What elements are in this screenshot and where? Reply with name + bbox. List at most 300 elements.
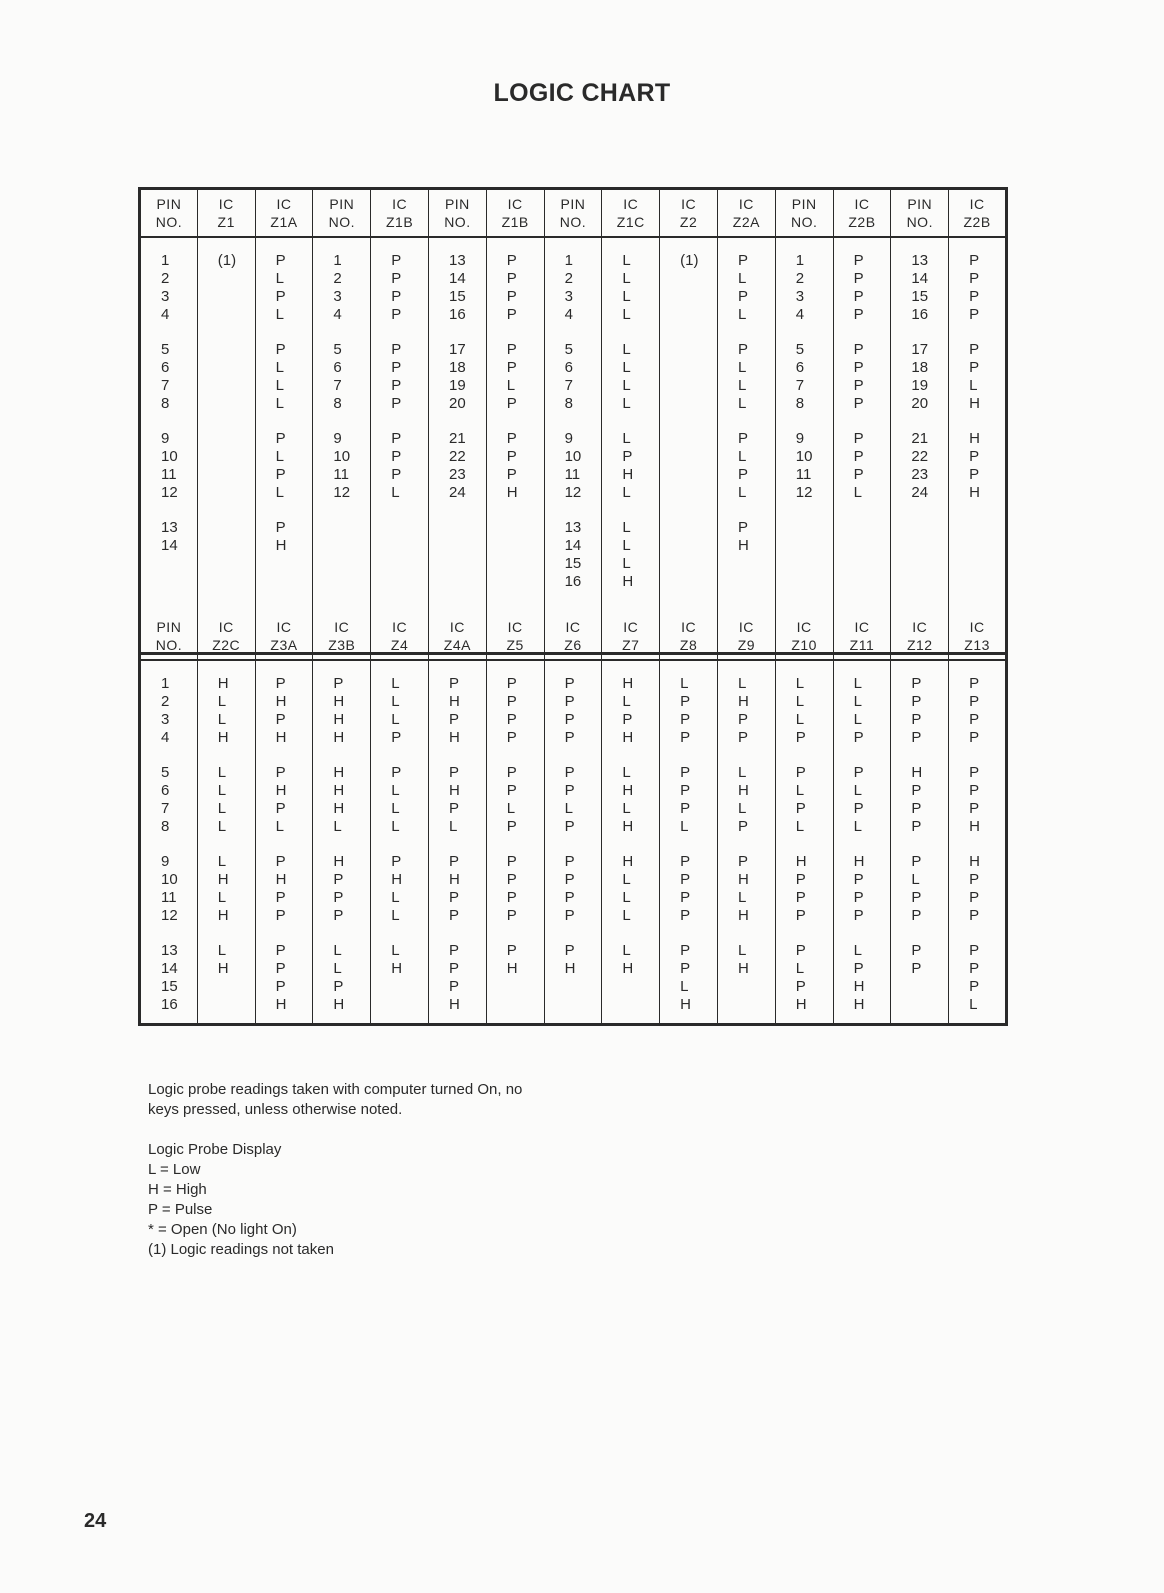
table-cell: P xyxy=(391,466,402,483)
column-header xyxy=(140,613,198,660)
table-cell: L xyxy=(275,377,284,394)
table-cell: L xyxy=(795,711,805,728)
table-cell: 6 xyxy=(161,359,170,376)
table-cell: P xyxy=(969,693,980,710)
table-cell: P xyxy=(680,889,691,906)
table-cell: L xyxy=(737,942,747,959)
table-cell: 20 xyxy=(911,395,929,412)
table-cell: P xyxy=(969,288,980,305)
table-cell: P xyxy=(853,395,864,412)
table-cell: P xyxy=(275,764,286,781)
table-cell: P xyxy=(564,764,575,781)
column-header-line: PIN xyxy=(156,619,182,635)
group-spacer xyxy=(738,502,775,519)
table-cell: L xyxy=(737,800,747,817)
table-cell: H xyxy=(969,484,980,501)
table-column xyxy=(660,237,718,654)
table-cell: P xyxy=(506,359,517,376)
table-cell: H xyxy=(506,960,518,977)
table-cell: L xyxy=(217,818,227,835)
table-cell: L xyxy=(622,907,631,924)
group-spacer xyxy=(738,747,775,764)
table-cell: L xyxy=(391,711,400,728)
table-cell: 5 xyxy=(161,341,170,358)
column-header-line: Z6 xyxy=(564,637,582,653)
column-header-line: NO. xyxy=(155,637,183,653)
table-cell: P xyxy=(506,675,517,692)
table-cell: 2 xyxy=(795,270,805,287)
group-spacer xyxy=(738,413,775,430)
column-header xyxy=(891,189,949,238)
column-header-line: IC xyxy=(796,619,812,635)
table-cell: L xyxy=(448,818,458,835)
table-column xyxy=(428,660,486,1025)
group-spacer xyxy=(796,747,833,764)
table-cell: P xyxy=(564,782,575,799)
table-cell: 24 xyxy=(448,484,466,501)
table-cell: 2 xyxy=(564,270,573,287)
legend-item: L = Low xyxy=(148,1161,201,1178)
table-cell: L xyxy=(737,448,747,465)
table-cell: L xyxy=(391,484,400,501)
table-cell: L xyxy=(622,270,631,287)
legend-item: * = Open (No light On) xyxy=(148,1221,297,1238)
table-cell: P xyxy=(391,252,402,269)
table-cell: 5 xyxy=(564,341,573,358)
table-cell: 11 xyxy=(795,466,812,483)
table-cell: 2 xyxy=(333,270,342,287)
table-cell: P xyxy=(506,818,517,835)
column-header xyxy=(544,613,602,660)
table-cell: H xyxy=(448,782,460,799)
table-cell: 16 xyxy=(911,306,929,323)
column-header-line: IC xyxy=(912,619,928,635)
column-header xyxy=(833,613,891,660)
table-cell: L xyxy=(680,818,689,835)
column-header-line: Z1 xyxy=(217,214,235,230)
group-spacer xyxy=(911,413,948,430)
table-cell: 2 xyxy=(161,270,170,287)
page-number: 24 xyxy=(84,1510,107,1532)
table-cell: P xyxy=(795,800,806,817)
column-header-line: PIN xyxy=(444,196,470,212)
column-header xyxy=(255,189,313,238)
table-column xyxy=(717,237,775,654)
table-cell: L xyxy=(391,942,400,959)
table-cell: L xyxy=(737,395,747,412)
group-spacer xyxy=(161,836,197,853)
table-cell: P xyxy=(275,907,286,924)
table-cell: P xyxy=(969,889,980,906)
table-cell: P xyxy=(564,729,575,746)
table-cell: H xyxy=(333,711,345,728)
table-cell: H xyxy=(448,729,460,746)
table-cell: L xyxy=(391,675,400,692)
table-cell: P xyxy=(853,448,864,465)
table-cell: 11 xyxy=(161,466,177,483)
column-header-line: Z12 xyxy=(906,637,933,653)
column-header-line: IC xyxy=(218,196,234,212)
table-cell: H xyxy=(622,675,634,692)
table-cell: P xyxy=(737,519,748,536)
column-header-line: IC xyxy=(854,619,870,635)
group-spacer xyxy=(969,324,1005,341)
table-cell: P xyxy=(911,711,922,728)
table-cell: H xyxy=(737,782,749,799)
table-cell: P xyxy=(853,288,864,305)
group-spacer xyxy=(911,324,948,341)
table-cell: P xyxy=(506,942,517,959)
table-cell: P xyxy=(680,693,691,710)
table-cell: P xyxy=(506,711,517,728)
table-cell: 4 xyxy=(161,306,170,323)
table-column xyxy=(833,237,891,654)
table-cell: P xyxy=(333,871,344,888)
group-spacer xyxy=(161,413,197,430)
group-spacer xyxy=(969,925,1005,942)
table-cell: P xyxy=(853,270,864,287)
column-header xyxy=(660,613,718,660)
column-header xyxy=(140,189,198,238)
column-header xyxy=(833,189,891,238)
group-spacer xyxy=(969,747,1005,764)
table-cell: H xyxy=(911,764,923,781)
column-header-line: NO. xyxy=(559,214,587,230)
table-cell: H xyxy=(275,782,287,799)
group-spacer xyxy=(507,413,544,430)
table-cell: P xyxy=(680,800,691,817)
table-cell: 22 xyxy=(448,448,466,465)
table-cell: P xyxy=(737,466,748,483)
table-cell: L xyxy=(853,484,862,501)
table-cell: P xyxy=(911,907,922,924)
group-spacer xyxy=(276,836,313,853)
table-cell: H xyxy=(275,996,287,1013)
group-spacer xyxy=(796,925,833,942)
table-cell: P xyxy=(564,818,575,835)
table-cell: 21 xyxy=(911,430,929,447)
table-column xyxy=(140,660,198,1025)
table-cell: P xyxy=(391,448,402,465)
group-spacer xyxy=(969,413,1005,430)
group-spacer xyxy=(680,925,717,942)
table-cell: 9 xyxy=(564,430,573,447)
logic-table-top xyxy=(138,187,1008,655)
table-cell: P xyxy=(911,693,922,710)
table-cell: P xyxy=(680,942,691,959)
table-cell: H xyxy=(333,782,345,799)
table-cell: P xyxy=(853,800,864,817)
table-cell: H xyxy=(737,871,749,888)
column-header xyxy=(313,613,371,660)
group-spacer xyxy=(796,836,833,853)
table-cell: P xyxy=(969,711,980,728)
table-cell: P xyxy=(737,853,748,870)
column-header-line: Z1A xyxy=(270,214,298,230)
table-cell: 7 xyxy=(564,377,573,394)
column-header-line: Z2B xyxy=(963,214,991,230)
column-header-line: Z2B xyxy=(848,214,876,230)
table-cell: P xyxy=(275,252,286,269)
table-cell: L xyxy=(622,288,631,305)
table-cell: 7 xyxy=(333,377,342,394)
table-cell: L xyxy=(391,800,400,817)
table-cell: P xyxy=(564,853,575,870)
table-cell: P xyxy=(737,430,748,447)
table-cell: P xyxy=(969,764,980,781)
column-header xyxy=(255,613,313,660)
column-header-line: IC xyxy=(392,619,408,635)
table-cell: P xyxy=(622,711,633,728)
table-cell: H xyxy=(795,853,807,870)
table-cell: P xyxy=(506,430,517,447)
table-cell: P xyxy=(391,306,402,323)
group-spacer xyxy=(911,747,948,764)
table-cell: H xyxy=(448,996,460,1013)
table-cell: P xyxy=(275,711,286,728)
column-header-line: IC xyxy=(969,619,985,635)
group-spacer xyxy=(738,925,775,942)
table-cell: 7 xyxy=(161,800,170,817)
column-header-line: IC xyxy=(738,196,754,212)
column-header-line: Z4 xyxy=(390,637,409,653)
table-cell: 5 xyxy=(795,341,805,358)
table-cell: L xyxy=(217,711,227,728)
group-spacer xyxy=(333,324,370,341)
table-cell: L xyxy=(622,377,631,394)
table-cell: L xyxy=(622,871,631,888)
table-cell: P xyxy=(680,871,691,888)
table-cell: 11 xyxy=(564,466,581,483)
table-cell: L xyxy=(622,430,631,447)
table-cell: H xyxy=(333,996,345,1013)
group-spacer xyxy=(854,324,891,341)
table-cell: 8 xyxy=(564,395,573,412)
notes-intro xyxy=(148,1080,522,1120)
table-cell: 3 xyxy=(564,288,573,305)
column-header-line: Z1B xyxy=(385,214,414,230)
table-cell: L xyxy=(622,519,631,536)
table-cell: L xyxy=(737,484,747,501)
table-cell: P xyxy=(275,978,286,995)
column-header xyxy=(313,189,371,238)
table-cell: L xyxy=(275,306,284,323)
group-spacer xyxy=(449,925,486,942)
table-header-row xyxy=(140,189,1007,238)
table-cell: 13 xyxy=(564,519,582,536)
table-cell: P xyxy=(275,341,286,358)
group-spacer xyxy=(449,747,486,764)
table-column xyxy=(602,237,660,654)
table-column xyxy=(544,237,602,654)
group-spacer xyxy=(218,747,255,764)
table-cell: L xyxy=(737,764,747,781)
table-cell: 14 xyxy=(564,537,582,554)
table-cell: P xyxy=(969,252,980,269)
table-cell: H xyxy=(622,960,634,977)
table-cell: P xyxy=(969,942,980,959)
table-cell: H xyxy=(853,996,865,1013)
table-header-row xyxy=(140,613,1007,660)
table-cell: P xyxy=(853,359,864,376)
table-column xyxy=(949,660,1007,1025)
table-cell: 9 xyxy=(795,430,805,447)
table-cell: H xyxy=(622,466,634,483)
table-cell: 12 xyxy=(564,484,582,501)
table-cell: P xyxy=(275,960,286,977)
group-spacer xyxy=(622,925,659,942)
table-cell: 12 xyxy=(333,484,351,501)
table-cell: P xyxy=(737,252,748,269)
table-cell: P xyxy=(448,711,459,728)
group-spacer xyxy=(565,324,602,341)
group-spacer xyxy=(218,925,255,942)
table-cell: H xyxy=(969,853,980,870)
group-spacer xyxy=(449,413,486,430)
column-header-line: Z13 xyxy=(964,637,990,653)
table-cell: 5 xyxy=(161,764,170,781)
table-cell: L xyxy=(622,555,631,572)
table-cell: P xyxy=(391,377,402,394)
table-cell: P xyxy=(564,871,575,888)
column-header-line: NO. xyxy=(155,214,183,230)
table-cell: 8 xyxy=(795,395,805,412)
table-cell: 1 xyxy=(161,252,170,269)
table-cell: H xyxy=(737,693,749,710)
table-cell: P xyxy=(506,288,517,305)
table-cell: P xyxy=(275,889,286,906)
column-header-line: PIN xyxy=(791,196,817,212)
table-cell: L xyxy=(622,341,631,358)
column-header-line: Z4A xyxy=(443,637,471,653)
table-cell: L xyxy=(622,764,631,781)
table-cell: P xyxy=(275,675,286,692)
table-cell: H xyxy=(622,729,634,746)
table-cell: L xyxy=(564,800,573,817)
table-cell: L xyxy=(853,675,862,692)
table-cell: P xyxy=(506,693,517,710)
table-cell: L xyxy=(622,306,631,323)
table-cell: H xyxy=(622,818,634,835)
table-cell: P xyxy=(448,675,459,692)
table-cell: H xyxy=(333,800,345,817)
table-cell: 16 xyxy=(448,306,466,323)
table-cell: P xyxy=(564,693,575,710)
table-cell: P xyxy=(275,519,286,536)
table-cell: P xyxy=(275,288,286,305)
table-cell: 6 xyxy=(333,359,342,376)
table-cell: 16 xyxy=(564,573,582,590)
table-cell: L xyxy=(217,693,227,710)
group-spacer xyxy=(565,747,602,764)
table-column xyxy=(486,237,544,654)
table-cell: H xyxy=(275,693,287,710)
group-spacer xyxy=(738,324,775,341)
group-spacer xyxy=(507,324,544,341)
table-cell: H xyxy=(217,960,229,977)
group-spacer xyxy=(738,836,775,853)
table-cell: L xyxy=(275,484,284,501)
table-cell: 1 xyxy=(161,675,170,692)
table-cell: L xyxy=(680,675,689,692)
table-cell: L xyxy=(391,889,400,906)
table-cell: P xyxy=(795,942,806,959)
column-header-line: Z1C xyxy=(616,214,645,230)
column-header-line: PIN xyxy=(907,196,933,212)
group-spacer xyxy=(161,502,197,519)
table-cell: P xyxy=(853,907,864,924)
column-header-line: NO. xyxy=(790,214,818,230)
table-column xyxy=(949,237,1007,654)
table-cell: P xyxy=(506,395,517,412)
table-cell: 17 xyxy=(911,341,929,358)
table-cell: P xyxy=(853,306,864,323)
table-column xyxy=(371,660,429,1025)
column-header xyxy=(486,189,544,238)
table-cell: L xyxy=(622,359,631,376)
table-cell: P xyxy=(275,466,286,483)
column-header-line: IC xyxy=(276,619,292,635)
table-column xyxy=(775,660,833,1025)
group-spacer xyxy=(161,324,197,341)
table-cell: P xyxy=(969,466,980,483)
table-cell: P xyxy=(969,675,980,692)
table-cell: H xyxy=(448,871,460,888)
table-cell: P xyxy=(680,729,691,746)
table-cell: P xyxy=(506,306,517,323)
table-cell: L xyxy=(217,764,227,781)
table-cell: H xyxy=(275,537,287,554)
table-cell: 7 xyxy=(161,377,170,394)
table-cell: 14 xyxy=(161,537,178,554)
table-body-row xyxy=(140,660,1007,1025)
group-spacer xyxy=(796,413,833,430)
table-cell: 13 xyxy=(161,942,178,959)
group-spacer xyxy=(507,747,544,764)
table-cell: L xyxy=(391,907,400,924)
table-cell: 8 xyxy=(161,395,170,412)
column-header xyxy=(775,613,833,660)
table-cell: 15 xyxy=(161,978,178,995)
group-spacer xyxy=(565,925,602,942)
table-cell: 11 xyxy=(333,466,349,483)
table-cell: 10 xyxy=(161,448,178,465)
column-header-line: Z7 xyxy=(622,637,640,653)
column-header-line: Z8 xyxy=(679,637,698,653)
table-cell: L xyxy=(622,889,631,906)
group-spacer xyxy=(391,413,428,430)
table-cell: 20 xyxy=(448,395,466,412)
table-cell: P xyxy=(795,889,806,906)
table-cell: P xyxy=(564,907,575,924)
column-header-line: IC xyxy=(738,619,754,635)
table-cell: P xyxy=(853,466,864,483)
notes-line: Logic probe readings taken with computer turned On, no xyxy=(148,1081,523,1098)
table-cell: P xyxy=(911,942,922,959)
table-cell: L xyxy=(622,537,631,554)
table-column xyxy=(602,660,660,1025)
table-cell: P xyxy=(853,430,864,447)
table-cell: H xyxy=(737,537,749,554)
table-column xyxy=(486,660,544,1025)
table-cell: P xyxy=(448,960,459,977)
table-cell: P xyxy=(448,907,459,924)
table-cell: L xyxy=(333,960,342,977)
table-cell: 21 xyxy=(448,430,466,447)
table-cell: 15 xyxy=(564,555,582,572)
table-cell: P xyxy=(506,270,517,287)
legend-title: Logic Probe Display xyxy=(148,1141,282,1158)
